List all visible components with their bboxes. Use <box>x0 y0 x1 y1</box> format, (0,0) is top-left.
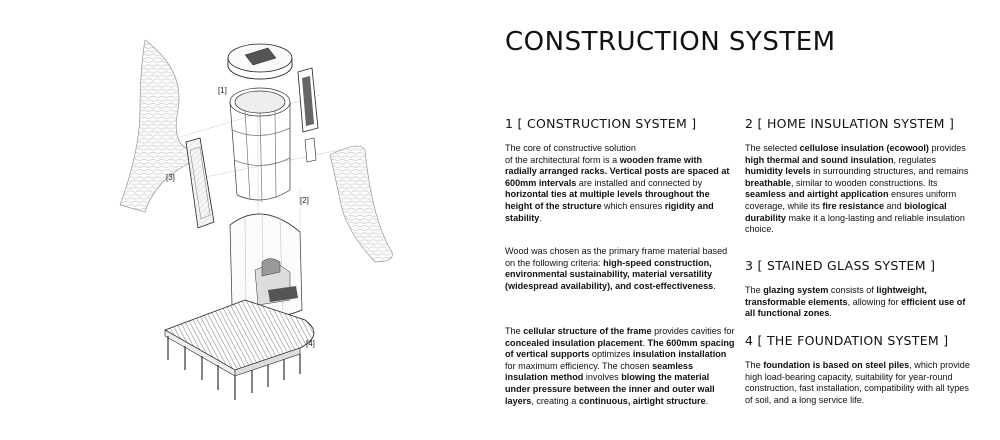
door-panel <box>298 68 318 162</box>
stained-glass-paragraph: The glazing system consists of lightweight, transformable elements, allowing for efficient use of all functional zones. <box>745 285 966 319</box>
section-heading-construction: 1 [ CONSTRUCTION SYSTEM ] <box>505 116 697 131</box>
construction-paragraph-3: The cellular structure of the frame provides cavities for concealed insulation placement. The 600mm spacing of vertical supports optimizes insulation installation for maximum efficiency. The chosen seamless insulation method involves blowing the material under pressure between the inner and outer wall layers, creating a continuous, airtight structure. <box>505 326 735 406</box>
foundation-deck <box>165 300 314 400</box>
exploded-axonometric-diagram <box>0 0 480 440</box>
diagram-label-4: [4] <box>306 339 315 348</box>
insulation-paragraph: The selected cellulose insulation (ecowool) provides high thermal and sound insulation, regulates humidity levels in surrounding structures, and remains breathable, similar to wooden constructions. Its seamless and airtight application ensures uniform coverage, while its fire resistance and biological durability make it a long-lasting and reliable insulation choice. <box>745 143 969 235</box>
section-heading-insulation: 2 [ HOME INSULATION SYSTEM ] <box>745 116 955 131</box>
lower-cylinder <box>230 212 302 316</box>
diagram-label-2: [2] <box>300 196 309 205</box>
frame-cylinder <box>230 88 290 202</box>
outer-shell-right <box>330 146 392 262</box>
diagram-label-1: [1] <box>218 86 227 95</box>
roof-disc <box>228 44 292 79</box>
outer-shell-left <box>120 40 199 212</box>
page-title: CONSTRUCTION SYSTEM <box>505 27 836 57</box>
glazing-panel <box>186 138 214 228</box>
diagram-label-3: [3] <box>166 173 175 182</box>
section-heading-stained-glass: 3 [ STAINED GLASS SYSTEM ] <box>745 258 936 273</box>
foundation-paragraph: The foundation is based on steel piles, which provide high load-bearing capacity, suitability for year-round construction, fast installation, compatibility with all types of soil, and a long service life. <box>745 360 970 405</box>
construction-paragraph-1: The core of constructive solution of the architectural form is a wooden frame with radially arranged racks. Vertical posts are spaced at 600mm intervals are installed and connected by horizontal ties at multiple levels throughout the height of the structure which ensures rigidity and stability. <box>505 143 730 223</box>
construction-paragraph-2: Wood was chosen as the primary frame material based on the following criteria: high-speed construction, environmental sustainability, material versatility (widespread availability), and cost-effectiveness. <box>505 246 728 291</box>
section-heading-foundation: 4 [ THE FOUNDATION SYSTEM ] <box>745 333 949 348</box>
